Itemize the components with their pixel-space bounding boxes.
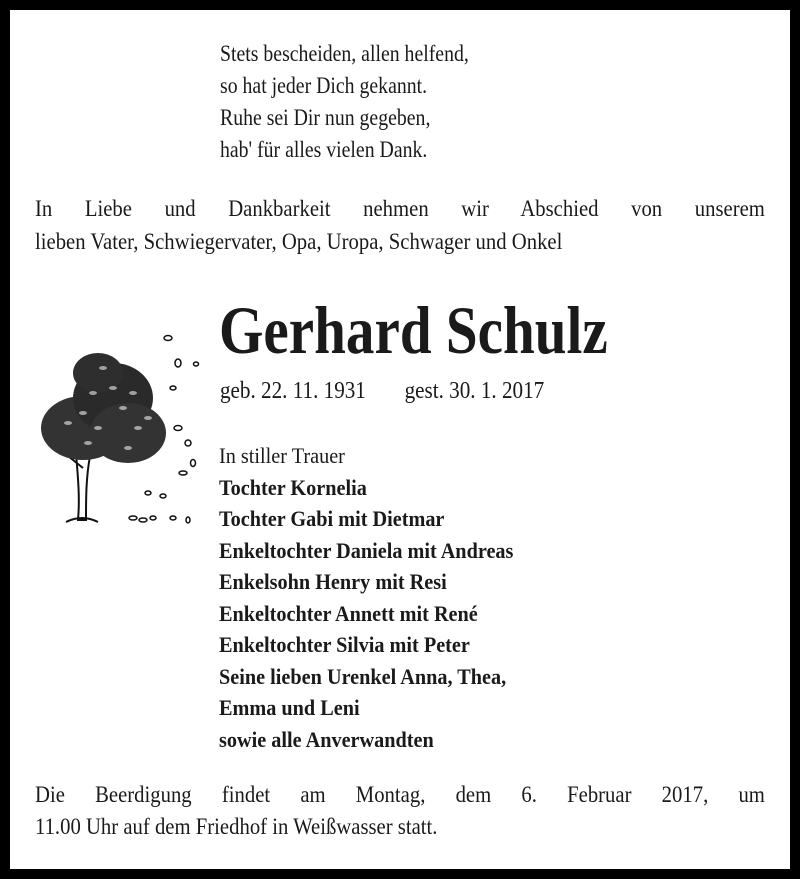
intro-line: In Liebe und Dankbarkeit nehmen wir Abschied von unserem	[35, 196, 765, 221]
deceased-name: Gerhard Schulz	[219, 292, 608, 368]
obituary-notice	[10, 10, 790, 869]
mourner: Enkeltochter Silvia mit Peter	[219, 632, 470, 657]
mourner: Seine lieben Urenkel Anna, Thea,	[219, 663, 507, 689]
memorial-poem	[220, 38, 469, 166]
life-dates	[220, 376, 544, 406]
burial-line: 11.00 Uhr auf dem Friedhof in Weißwasser statt.	[35, 814, 438, 839]
burial-info	[35, 779, 800, 843]
poem-line: hab' für alles vielen Dank.	[220, 137, 428, 162]
mourner: Tochter Gabi mit Dietmar	[219, 506, 445, 531]
death-date: gest. 30. 1. 2017	[404, 378, 545, 404]
poem-line: Ruhe sei Dir nun gegeben,	[220, 105, 431, 130]
birth-date: geb. 22. 11. 1931	[220, 378, 366, 404]
mourner: Tochter Kornelia	[219, 474, 367, 500]
mourners-list	[219, 440, 513, 755]
farewell-intro	[35, 192, 765, 258]
mourner: sowie alle Anverwandten	[219, 726, 434, 752]
mourner: Enkeltochter Daniela mit Andreas	[219, 537, 514, 563]
burial-line: Die Beerdigung findet am Montag, dem 6. Februar 2017, um	[35, 782, 765, 807]
intro-line: lieben Vater, Schwiegervater, Opa, Uropa, Schwager und Onkel	[35, 229, 563, 254]
mourner: Enkeltochter Annett mit René	[219, 600, 478, 626]
mourner: Enkelsohn Henry mit Resi	[219, 569, 447, 594]
windblown-tree-icon	[28, 328, 203, 528]
poem-line: Stets bescheiden, allen helfend,	[220, 41, 469, 66]
mourner: Emma und Leni	[219, 695, 360, 720]
mourners-heading: In stiller Trauer	[219, 443, 345, 468]
poem-line: so hat jeder Dich gekannt.	[220, 73, 428, 98]
